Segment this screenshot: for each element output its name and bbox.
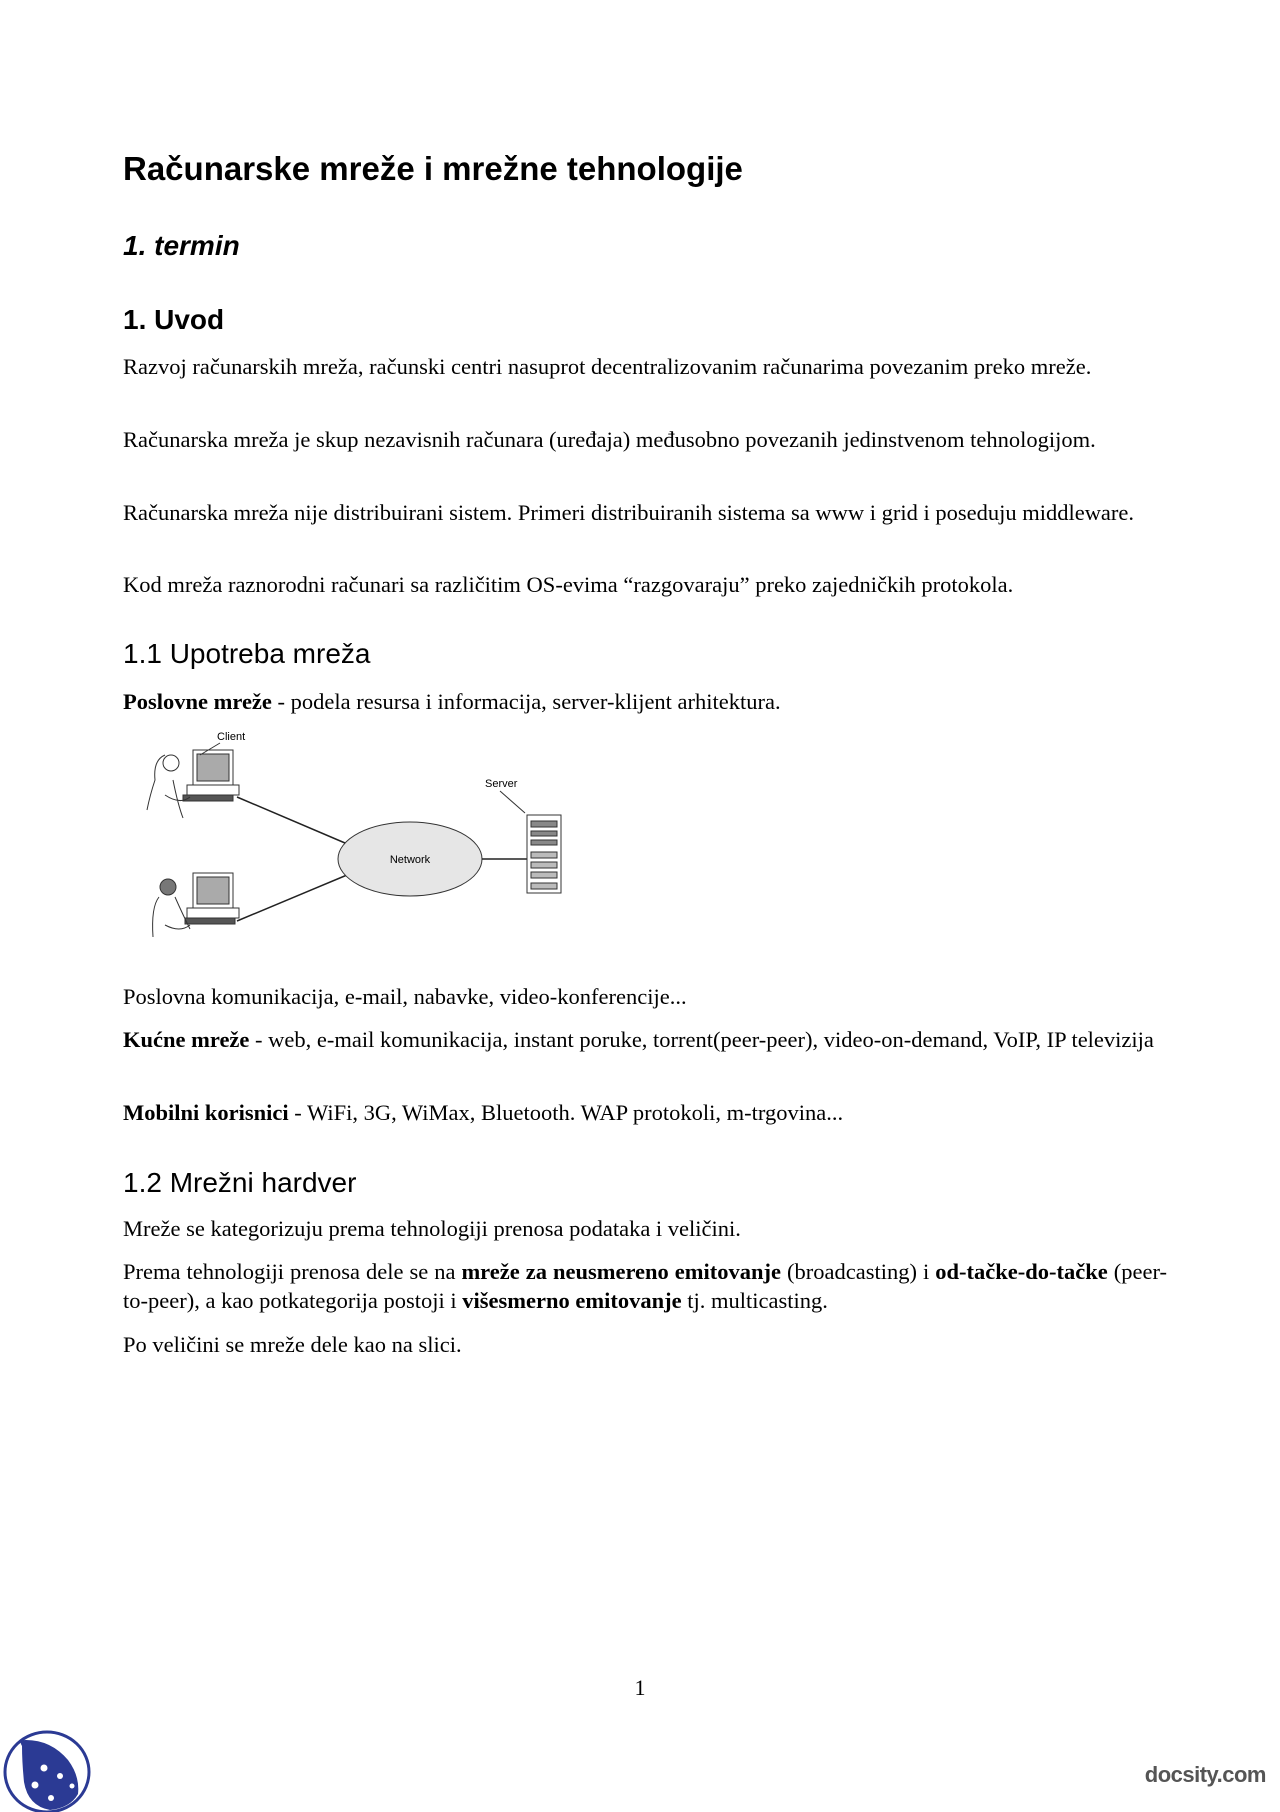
paragraph: Razvoj računarskih mreža, računski centri nasuprot decentralizovanim računarima povezanim preko mreže. (123, 354, 1092, 379)
paragraph: Poslovna komunikacija, e-mail, nabavke, video-konferencije... (123, 984, 687, 1009)
link-line (237, 797, 345, 843)
paragraph: Kod mreža raznorodni računari sa različitim OS-evima “razgovaraju” preko zajedničkih protokola. (123, 572, 1014, 597)
text: (peer-to-peer), a kao potkategorija postoji i (123, 1259, 1167, 1313)
paragraph: Po veličini se mreže dele kao na slici. (123, 1332, 462, 1357)
client-computer-top (147, 750, 239, 818)
paragraph (123, 1025, 1167, 1054)
docsity-logo-icon (2, 1728, 92, 1812)
client-computer-bottom (153, 873, 239, 937)
text: (broadcasting) i (781, 1259, 936, 1284)
bold-term: mreže za neusmereno emitovanje (461, 1259, 782, 1284)
paragraph (123, 687, 1167, 716)
text: Prema tehnologiji prenosa dele se na (123, 1259, 462, 1284)
paragraph (123, 1098, 1167, 1127)
bold-term: višesmerno emitovanje (462, 1288, 682, 1313)
section-heading-uvod: 1. Uvod (123, 304, 225, 335)
paragraph (123, 1257, 1167, 1315)
paragraph: Računarska mreža nije distribuirani sistem. Primeri distribuiranih sistema sa www i grid i poseduju middleware. (123, 500, 1135, 525)
server-arrow (500, 791, 525, 813)
document-title: Računarske mreže i mrežne tehnologije (123, 150, 743, 187)
text: - web, e-mail komunikacija, instant poruke, torrent(peer-peer), video-on-demand, VoIP, IP televizija (249, 1027, 1154, 1052)
paragraph: Mreže se kategorizuju prema tehnologiji prenosa podataka i veličini. (123, 1216, 741, 1241)
bold-term: Kućne mreže (123, 1027, 250, 1052)
bold-term: od-tačke-do-tačke (935, 1259, 1108, 1284)
server-icon (527, 815, 561, 893)
bold-term: Mobilni korisnici (123, 1100, 289, 1125)
docsity-brand[interactable]: docsity.com (1144, 1762, 1266, 1787)
page-number: 1 (634, 1675, 646, 1700)
text: tj. multicasting. (681, 1288, 828, 1313)
section-heading-upotreba: 1.1 Upotreba mreža (123, 638, 371, 669)
document-subtitle: 1. termin (123, 230, 240, 261)
section-heading-hardver: 1.2 Mrežni hardver (123, 1167, 357, 1198)
network-label: Network (389, 854, 431, 866)
bold-term: Poslovne mreže (123, 689, 272, 714)
link-line (237, 875, 347, 921)
server-label: Server (485, 778, 518, 790)
text: - WiFi, 3G, WiMax, Bluetooth. WAP protokoli, m-trgovina... (288, 1100, 844, 1125)
client-server-diagram (125, 725, 585, 965)
text: - podela resursa i informacija, server-klijent arhitektura. (271, 689, 781, 714)
client-label: Client (217, 731, 246, 743)
paragraph: Računarska mreža je skup nezavisnih računara (uređaja) međusobno povezanih jedinstvenom tehnologijom. (123, 427, 1096, 452)
